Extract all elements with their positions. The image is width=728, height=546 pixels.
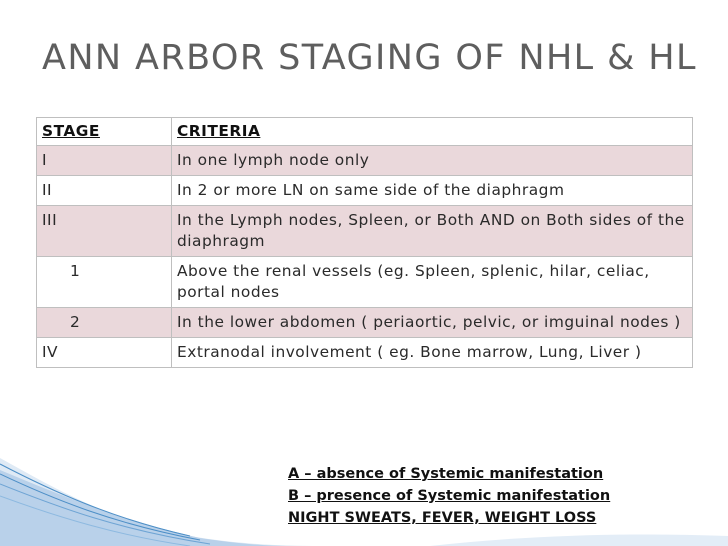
header-stage: STAGE: [37, 118, 172, 146]
header-criteria: CRITERIA: [172, 118, 693, 146]
stage-cell: II: [37, 176, 172, 206]
stage-cell: I: [37, 146, 172, 176]
table-row: [37, 146, 693, 176]
table-row: [37, 176, 693, 206]
staging-table: [36, 117, 693, 368]
stage-cell: 2: [37, 308, 172, 338]
table-row: [37, 257, 693, 308]
table-row: [37, 338, 693, 368]
symptom-notes: [288, 463, 610, 529]
note-line-b: B – presence of Systemic manifestation: [288, 488, 611, 504]
slide-title: ANN ARBOR STAGING OF NHL & HL: [42, 38, 697, 78]
table-header-row: [37, 118, 693, 146]
table-row: [37, 308, 693, 338]
criteria-cell: In the lower abdomen ( periaortic, pelvic, or imguinal nodes ): [172, 308, 693, 338]
criteria-cell: Extranodal involvement ( eg. Bone marrow, Lung, Liver ): [172, 338, 693, 368]
note-line-a: A – absence of Systemic manifestation: [288, 466, 604, 482]
table-row: [37, 206, 693, 257]
stage-cell: IV: [37, 338, 172, 368]
stage-cell: 1: [37, 257, 172, 308]
criteria-cell: In one lymph node only: [172, 146, 693, 176]
criteria-cell: In 2 or more LN on same side of the diaphragm: [172, 176, 693, 206]
criteria-cell: Above the renal vessels (eg. Spleen, splenic, hilar, celiac, portal nodes: [172, 257, 693, 308]
note-line-c: NIGHT SWEATS, FEVER, WEIGHT LOSS: [288, 510, 597, 526]
criteria-cell: In the Lymph nodes, Spleen, or Both AND on Both sides of the diaphragm: [172, 206, 693, 257]
stage-cell: III: [37, 206, 172, 257]
